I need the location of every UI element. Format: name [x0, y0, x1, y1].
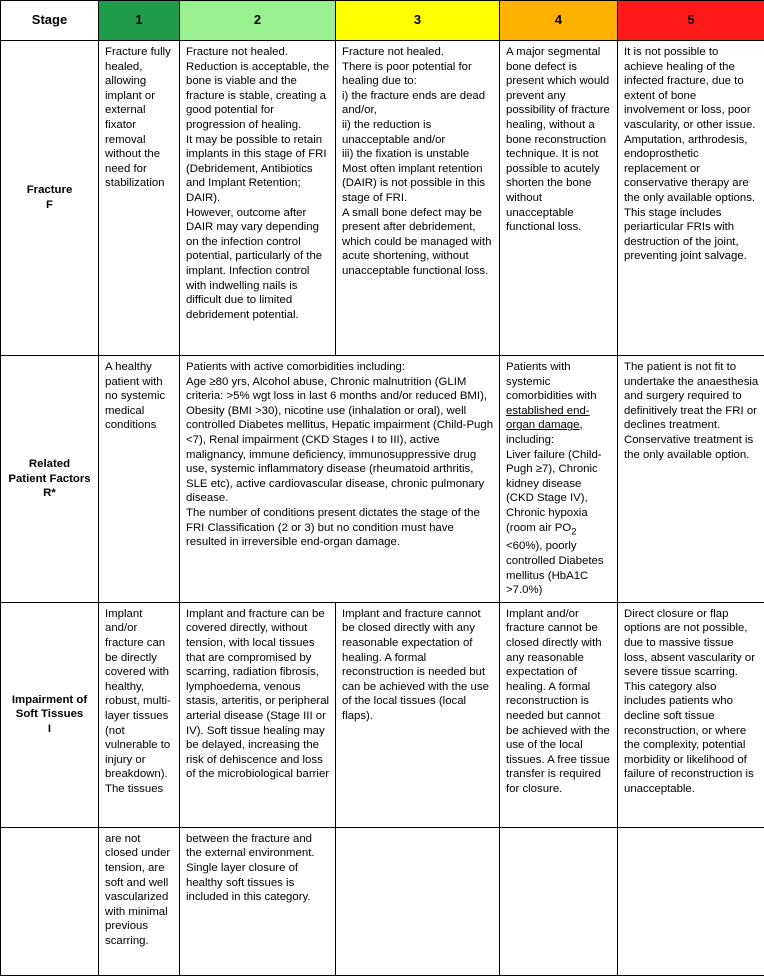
soft-stage-2-continued: between the fracture and the external environment. Single layer closure of healthy soft tissues is included in this category.: [180, 827, 336, 975]
text-line: There is poor potential for healing due to:: [342, 60, 494, 89]
text-line: ii) the reduction is unacceptable and/or: [342, 118, 494, 147]
patient-factors-row-header: [1, 356, 99, 603]
patient-stage-5: [618, 356, 764, 603]
text-line: Patients with active comorbidities including:: [186, 360, 494, 375]
text-line: However, outcome after DAIR may vary depending on the infection control potential, particularly of the implant. Infection control with indwelling nails is difficult due to limited debridement potential.: [186, 206, 330, 323]
stage-4-header: 4: [500, 1, 618, 41]
text-fragment: , including:: [506, 419, 583, 446]
text-line: A small bone defect may be present after debridement, which could be managed with acute shortening, without unacceptable functional loss.: [342, 206, 494, 279]
stage-3-header: 3: [336, 1, 500, 41]
text-line: Fracture not healed.: [186, 45, 330, 60]
text-fragment: Patients with systemic comorbidities with: [506, 361, 597, 402]
soft-stage-4: Implant and/or fracture cannot be closed directly with any reasonable expectation of healing. A formal reconstruction is needed but cannot be achieved with the use of the local tissues. A free tissue transfer is required for closure.: [500, 602, 618, 827]
stage-5-header: 5: [618, 1, 764, 41]
patient-stage-4: [500, 356, 618, 603]
fracture-stage-1: Fracture fully healed, allowing implant or external fixator removal without the need for stabilization: [99, 41, 180, 356]
stage-2-header: 2: [180, 1, 336, 41]
underlined-text: established end-organ damage: [506, 405, 590, 432]
fracture-letter: F: [3, 198, 96, 213]
text-line: It may be possible to retain implants in this stage of FRI (Debridement, Antibiotics and Implant Retention; DAIR).: [186, 133, 330, 206]
subscript: 2: [571, 526, 576, 537]
stage-header: Stage: [1, 1, 99, 41]
patient-letter: R*: [3, 486, 96, 501]
soft-tissue-row-header: [1, 602, 99, 827]
soft-label-1: Impairment of: [3, 693, 96, 708]
patient-stage-1: A healthy patient with no systemic medical conditions: [99, 356, 180, 603]
fracture-stage-5: [618, 41, 764, 356]
soft-stage-1: Implant and/or fracture can be directly covered with healthy, robust, multi-layer tissues (not vulnerable to injury or breakdown). The tissues: [99, 602, 180, 827]
soft-label-2: Soft Tissues: [3, 707, 96, 722]
patient-label-2: Patient Factors: [3, 472, 96, 487]
empty-cell: [1, 827, 99, 975]
text-line: Age ≥80 yrs, Alcohol abuse, Chronic malnutrition (GLIM criteria: >5% wgt loss in last 6 months and/or reduced BMI), Obesity (BMI >30), nicotine use (inhalation or oral), well controlled Diabetes mellitus, Hepatic impairment (Child-Pugh <7), Renal impairment (CKD Stages I to III), active malignancy, immune deficiency, immunosuppressive drug use, systemic inflammatory disease (rheumatoid arthritis, SLE etc), active cardiovascular disease, chronic pulmonary disease.: [186, 375, 494, 506]
text-fragment: <60%), poorly controlled Diabetes mellitus (HbA1C >7.0%): [506, 540, 604, 596]
patient-label-1: Related: [3, 457, 96, 472]
fracture-stage-4: A major segmental bone defect is present which would prevent any possibility of fracture healing, without a bone reconstruction technique. It is not possible to acutely shorten the bone without unacceptable functional loss.: [500, 41, 618, 356]
fracture-label: Fracture: [3, 183, 96, 198]
soft-tissue-row: [1, 602, 764, 827]
text-line: The patient is not fit to undertake the anaesthesia and surgery required to definitively treat the FRI or declines treatment.: [624, 360, 759, 433]
empty-cell: [336, 827, 500, 975]
text-line: iii) the fixation is unstable: [342, 147, 494, 162]
patient-factors-row: [1, 356, 764, 603]
fracture-row: [1, 41, 764, 356]
text-line: Reduction is acceptable, the bone is viable and the fracture is stable, creating a good potential for progression of healing.: [186, 60, 330, 133]
text-line: i) the fracture ends are dead and/or,: [342, 89, 494, 118]
soft-tissue-continuation-row: [1, 827, 764, 975]
text-line: Fracture not healed.: [342, 45, 494, 60]
text-fragment: Liver failure (Child-Pugh ≥7), Chronic kidney disease (CKD Stage IV), Chronic hypoxia (room air PO: [506, 449, 602, 534]
text-line: This stage includes periarticular FRIs with destruction of the joint, preventing joint salvage.: [624, 206, 759, 264]
text-line: Most often implant retention (DAIR) is not possible in this stage of FRI.: [342, 162, 494, 206]
text-line: Conservative treatment is the only available option.: [624, 433, 759, 462]
text-line: The number of conditions present dictates the stage of the FRI Classification (2 or 3) but no condition must have resulted in irreversible end-organ damage.: [186, 506, 494, 550]
soft-stage-1-continued: are not closed under tension, are soft and well vascularized with minimal previous scarring.: [99, 827, 180, 975]
empty-cell: [500, 827, 618, 975]
empty-cell: [618, 827, 764, 975]
soft-stage-3: Implant and fracture cannot be closed directly with any reasonable expectation of healing. A formal reconstruction is needed but can be achieved with the use of the local tissues (local flaps).: [336, 602, 500, 827]
soft-letter: I: [3, 722, 96, 737]
text-line: It is not possible to achieve healing of the infected fracture, due to extent of bone involvement or loss, poor vascularity, or other issue.: [624, 45, 759, 133]
fracture-row-header: [1, 41, 99, 356]
fracture-stage-3: [336, 41, 500, 356]
patient-stage-2-3: [180, 356, 500, 603]
stage-1-header: 1: [99, 1, 180, 41]
fracture-stage-2: [180, 41, 336, 356]
soft-stage-2: Implant and fracture can be covered directly, without tension, with local tissues that are compromised by scarring, radiation fibrosis, lymphoedema, venous stasis, arteritis, or peripheral arterial disease (Stage III or IV). Soft tissue healing may be delayed, increasing the risk of dehiscence and loss of the microbiological barrier: [180, 602, 336, 827]
text-line: Amputation, arthrodesis, endoprosthetic replacement or conservative therapy are the only available options.: [624, 133, 759, 206]
soft-stage-5: Direct closure or flap options are not possible, due to massive tissue loss, absent vascularity or severe tissue scarring. This category also includes patients who decline soft tissue reconstruction, or where the complexity, potential morbidity or likelihood of failure of reconstruction is unacceptable.: [618, 602, 764, 827]
header-row: [1, 1, 764, 41]
